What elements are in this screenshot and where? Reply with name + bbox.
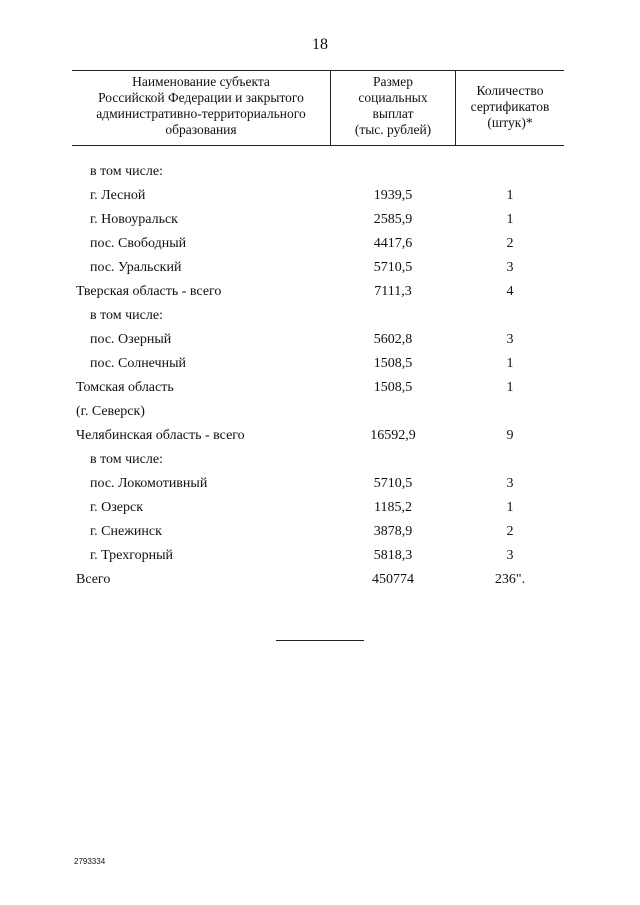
table-body: [72, 160, 564, 592]
row-payment-amount: 7111,3: [374, 284, 412, 299]
table-row: [72, 328, 564, 352]
row-payment-amount: 1508,5: [373, 356, 413, 371]
row-certificate-count: 236".: [494, 572, 526, 587]
row-certificate-count: 1: [506, 188, 514, 203]
row-certificate-count: 4: [506, 284, 514, 299]
row-payment-amount: 5602,8: [373, 332, 413, 347]
table-row: [72, 208, 564, 232]
row-payment-amount: 450774: [372, 572, 414, 587]
header-cell-amount: [330, 71, 456, 145]
table-row: [72, 544, 564, 568]
table-row: [72, 568, 564, 592]
header-label-count: Количество сертификатов (штук)*: [470, 83, 550, 130]
row-subject-name: пос. Уральский: [90, 260, 182, 275]
row-payment-amount: 2585,9: [373, 212, 413, 227]
header-label-subject: Наименование субъекта Российской Федерации и закрытого административно-территориального образования: [96, 74, 306, 137]
table-row: [72, 352, 564, 376]
table-row: [72, 280, 564, 304]
table-row: [72, 424, 564, 448]
row-certificate-count: 3: [506, 548, 514, 563]
table-row: [72, 184, 564, 208]
row-certificate-count: 1: [506, 212, 514, 227]
row-subject-name: Томская область: [76, 380, 174, 395]
row-subject-name: г. Новоуральск: [90, 212, 178, 227]
row-subject-name: пос. Озерный: [90, 332, 172, 347]
row-subject-name: пос. Солнечный: [90, 356, 186, 371]
table-row: [72, 232, 564, 256]
row-subject-name: г. Трехгорный: [90, 548, 173, 563]
table-row: [72, 496, 564, 520]
header-cell-subject: [72, 71, 330, 145]
end-divider: [276, 640, 364, 641]
row-subject-name: в том числе:: [90, 308, 163, 323]
row-payment-amount: 1185,2: [374, 500, 412, 515]
table-row: [72, 400, 564, 424]
table-row: [72, 376, 564, 400]
row-certificate-count: 3: [506, 260, 514, 275]
row-payment-amount: 1939,5: [373, 188, 413, 203]
row-subject-name: пос. Локомотивный: [90, 476, 208, 491]
row-subject-name: Всего: [76, 572, 111, 587]
row-payment-amount: 5710,5: [373, 476, 413, 491]
row-subject-name: Тверская область - всего: [76, 284, 222, 299]
row-subject-name: г. Лесной: [90, 188, 146, 203]
table-header: [72, 70, 564, 146]
table-row: [72, 160, 564, 184]
row-subject-name: (г. Северск): [76, 404, 145, 419]
row-certificate-count: 1: [506, 356, 514, 371]
header-label-amount: Размер социальных выплат (тыс. рублей): [354, 74, 432, 137]
header-cell-count: [456, 71, 564, 145]
row-subject-name: пос. Свободный: [90, 236, 187, 251]
row-subject-name: Челябинская область - всего: [76, 428, 245, 443]
table-row: [72, 472, 564, 496]
row-subject-name: г. Озерск: [90, 500, 144, 515]
row-certificate-count: 1: [506, 500, 514, 515]
row-certificate-count: 1: [506, 380, 514, 395]
table-row: [72, 448, 564, 472]
document-code: 2793334: [74, 857, 106, 866]
row-certificate-count: 3: [506, 476, 514, 491]
row-payment-amount: 5710,5: [373, 260, 413, 275]
row-payment-amount: 1508,5: [373, 380, 413, 395]
row-subject-name: г. Снежинск: [90, 524, 162, 539]
row-certificate-count: 3: [506, 332, 514, 347]
row-payment-amount: 3878,9: [373, 524, 413, 539]
row-subject-name: в том числе:: [90, 452, 163, 467]
row-payment-amount: 5818,3: [373, 548, 413, 563]
table-row: [72, 520, 564, 544]
table-row: [72, 304, 564, 328]
row-certificate-count: 9: [506, 428, 514, 443]
table-row: [72, 256, 564, 280]
row-certificate-count: 2: [506, 524, 514, 539]
page-number: 18: [312, 36, 328, 53]
row-payment-amount: 16592,9: [370, 428, 416, 443]
row-subject-name: в том числе:: [90, 164, 163, 179]
data-table: [72, 70, 564, 587]
row-certificate-count: 2: [506, 236, 514, 251]
row-payment-amount: 4417,6: [373, 236, 413, 251]
